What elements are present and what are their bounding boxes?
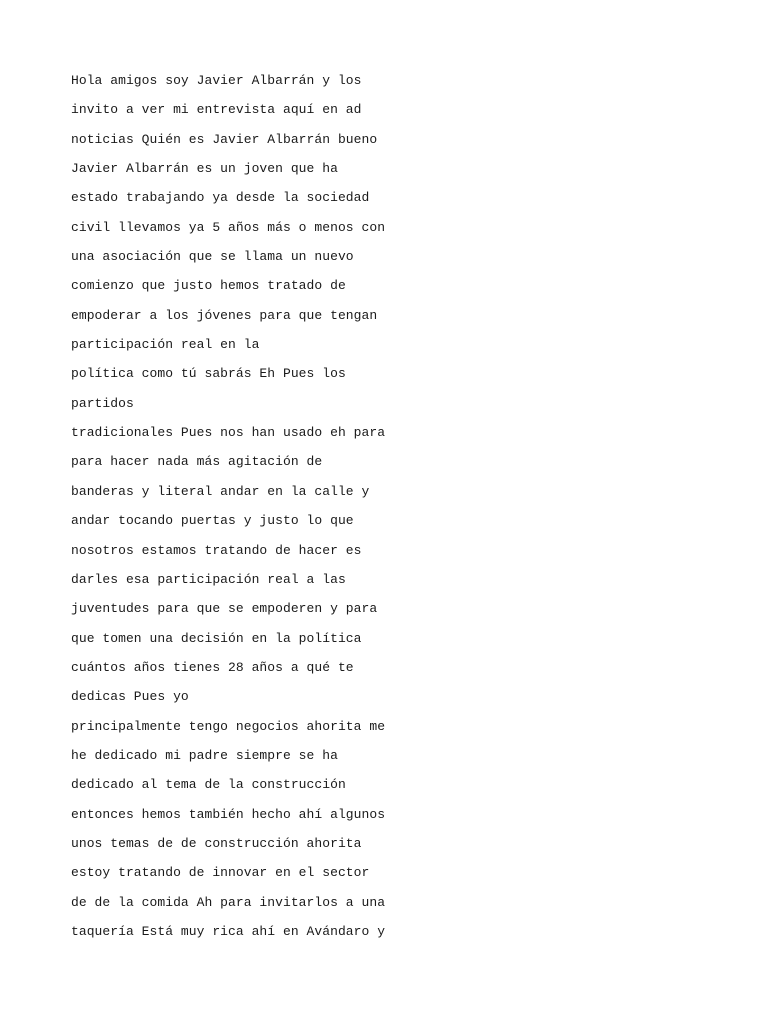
text-line: participación real en la — [71, 337, 260, 353]
text-line: estoy tratando de innovar en el sector — [71, 865, 370, 881]
text-line: partidos — [71, 395, 134, 411]
text-line: Javier Albarrán es un joven que ha — [71, 161, 338, 177]
text-line: una asociación que se llama un nuevo — [71, 249, 354, 265]
text-line: darles esa participación real a las — [71, 571, 346, 587]
text-line: comienzo que justo hemos tratado de — [71, 278, 346, 294]
text-line: nosotros estamos tratando de hacer es — [71, 542, 362, 558]
text-line: taquería Está muy rica ahí en Avándaro y — [71, 923, 386, 939]
text-line: cuántos años tienes 28 años a qué te — [71, 659, 354, 675]
text-line: noticias Quién es Javier Albarrán bueno — [71, 131, 378, 147]
text-line: dedicas Pues yo — [71, 689, 189, 705]
transcript-text-block — [71, 66, 711, 946]
text-line: empoderar a los jóvenes para que tengan — [71, 307, 378, 323]
text-line: invito a ver mi entrevista aquí en ad — [71, 102, 362, 118]
text-line: política como tú sabrás Eh Pues los — [71, 366, 346, 382]
text-line: para hacer nada más agitación de — [71, 454, 323, 470]
text-line: dedicado al tema de la construcción — [71, 777, 346, 793]
text-line: principalmente tengo negocios ahorita me — [71, 718, 386, 734]
text-line: tradicionales Pues nos han usado eh para — [71, 425, 386, 441]
text-line: de de la comida Ah para invitarlos a una — [71, 894, 386, 910]
text-line: que tomen una decisión en la política — [71, 630, 362, 646]
text-line: unos temas de de construcción ahorita — [71, 835, 362, 851]
text-line: Hola amigos soy Javier Albarrán y los — [71, 73, 362, 88]
text-line: banderas y literal andar en la calle y — [71, 483, 370, 499]
text-line: entonces hemos también hecho ahí algunos — [71, 806, 386, 822]
text-line: andar tocando puertas y justo lo que — [71, 513, 354, 529]
text-line: juventudes para que se empoderen y para — [71, 601, 378, 617]
text-line: estado trabajando ya desde la sociedad — [71, 190, 370, 206]
text-line: he dedicado mi padre siempre se ha — [71, 747, 338, 763]
text-line: civil llevamos ya 5 años más o menos con — [71, 219, 386, 235]
